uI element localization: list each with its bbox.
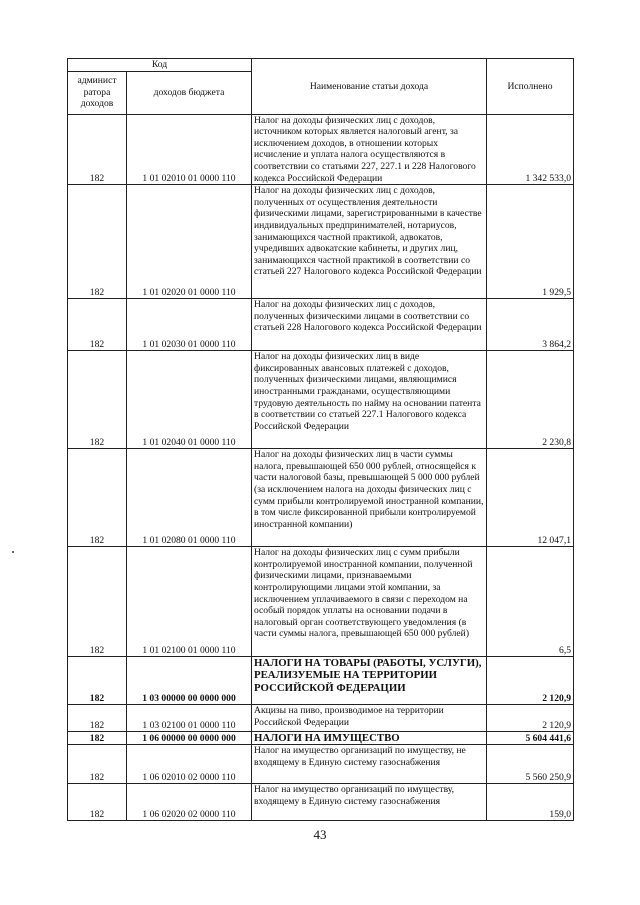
table-row bbox=[68, 547, 574, 657]
income-name-cell: Налог на имущество организаций по имуществу, не входящему в Единую систему газоснабжения bbox=[252, 745, 487, 784]
admin-code-cell: 182 bbox=[68, 745, 127, 784]
executed-amount-cell: 2 120,9 bbox=[487, 705, 574, 732]
income-code-cell: 1 06 00000 00 0000 000 bbox=[127, 732, 252, 745]
executed-amount-cell: 2 230,8 bbox=[487, 351, 574, 449]
executed-amount-cell: 1 342 533,0 bbox=[487, 114, 574, 185]
admin-code-cell: 182 bbox=[68, 351, 127, 449]
admin-code-cell: 182 bbox=[68, 547, 127, 657]
executed-amount-cell: 3 864,2 bbox=[487, 299, 574, 351]
income-code-cell: 1 01 02040 01 0000 110 bbox=[127, 351, 252, 449]
income-name-cell: Налог на доходы физических лиц с доходов, полученных от осуществления деятельности физическими лицами, зарегистрированными в качестве индивидуальных предпринимателей, нотариусов, занимающихся частной практикой, адвокатов, учредивших адвокатские кабинеты, и других лиц, занимающихся частной практикой в соответствии со статьей 227 Налогового кодекса Российской Федерации bbox=[252, 185, 487, 299]
income-name-cell: Налог на доходы физических лиц в виде фиксированных авансовых платежей с доходов, полученных физическими лицами, являющимися иностранными гражданами, осуществляющими трудовую деятельность по найму на основании патента в соответствии со статьей 227.1 Налогового кодекса Российской Федерации bbox=[252, 351, 487, 449]
scan-dot bbox=[12, 551, 14, 553]
income-code-cell: 1 01 02020 01 0000 110 bbox=[127, 185, 252, 299]
table-row bbox=[68, 745, 574, 784]
income-name-cell: Налог на доходы физических лиц в части суммы налога, превышающей 650 000 рублей, относящейся к части налоговой базы, превышающей 5 000 000 рублей (за исключением налога на доходы физических лиц с сумм прибыли контролируемой иностранной компании, в том числе фиксированной прибыли контролируемой иностранной компании) bbox=[252, 449, 487, 547]
table-row bbox=[68, 351, 574, 449]
income-name-cell: НАЛОГИ НА ТОВАРЫ (РАБОТЫ, УСЛУГИ), РЕАЛИЗУЕМЫЕ НА ТЕРРИТОРИИ РОССИЙСКОЙ ФЕДЕРАЦИИ bbox=[252, 657, 487, 705]
executed-amount-cell: 12 047,1 bbox=[487, 449, 574, 547]
table-row bbox=[68, 705, 574, 732]
executed-amount-cell: 5 560 250,9 bbox=[487, 745, 574, 784]
admin-code-cell: 182 bbox=[68, 114, 127, 185]
admin-code-cell: 182 bbox=[68, 299, 127, 351]
income-code-cell: 1 06 02010 02 0000 110 bbox=[127, 745, 252, 784]
income-name-cell: НАЛОГИ НА ИМУЩЕСТВО bbox=[252, 732, 487, 745]
income-code-cell: 1 01 02100 01 0000 110 bbox=[127, 547, 252, 657]
income-code-cell: 1 01 02030 01 0000 110 bbox=[127, 299, 252, 351]
header-administrator: админист ратора доходов bbox=[68, 71, 127, 114]
income-code-cell: 1 03 02100 01 0000 110 bbox=[127, 705, 252, 732]
executed-amount-cell: 6,5 bbox=[487, 547, 574, 657]
table-row bbox=[68, 657, 574, 705]
executed-amount-cell: 1 929,5 bbox=[487, 185, 574, 299]
admin-code-cell: 182 bbox=[68, 784, 127, 821]
table-row bbox=[68, 185, 574, 299]
income-code-cell: 1 01 02010 01 0000 110 bbox=[127, 114, 252, 185]
executed-amount-cell: 2 120,9 bbox=[487, 657, 574, 705]
income-code-cell: 1 03 00000 00 0000 000 bbox=[127, 657, 252, 705]
header-executed: Исполнено bbox=[487, 59, 574, 115]
header-name: Наименование статьи дохода bbox=[252, 59, 487, 115]
executed-amount-cell: 5 604 441,6 bbox=[487, 732, 574, 745]
table-body bbox=[68, 114, 574, 821]
table-row bbox=[68, 114, 574, 185]
page-number: 43 bbox=[313, 827, 327, 842]
income-name-cell: Налог на имущество организаций по имуществу, входящему в Единую систему газоснабжения bbox=[252, 784, 487, 821]
table-row bbox=[68, 732, 574, 745]
admin-code-cell: 182 bbox=[68, 185, 127, 299]
table-row bbox=[68, 784, 574, 821]
income-code-cell: 1 06 02020 02 0000 110 bbox=[127, 784, 252, 821]
admin-code-cell: 182 bbox=[68, 657, 127, 705]
header-kod: Код bbox=[68, 59, 252, 72]
executed-amount-cell: 159,0 bbox=[487, 784, 574, 821]
header-income-code: доходов бюджета bbox=[127, 71, 252, 114]
table-row bbox=[68, 299, 574, 351]
income-code-cell: 1 01 02080 01 0000 110 bbox=[127, 449, 252, 547]
income-name-cell: Акцизы на пиво, производимое на территории Российской Федерации bbox=[252, 705, 487, 732]
admin-code-cell: 182 bbox=[68, 705, 127, 732]
income-name-cell: Налог на доходы физических лиц с доходов, источником которых является налоговый агент, за исключением доходов, в отношении которых исчисление и уплата налога осуществляются в соответствии со статьями 227, 227.1 и 228 Налогового кодекса Российской Федерации bbox=[252, 114, 487, 185]
budget-income-table bbox=[67, 58, 574, 821]
income-name-cell: Налог на доходы физических лиц с доходов, полученных физическими лицами в соответствии со статьей 228 Налогового кодекса Российской Федерации bbox=[252, 299, 487, 351]
table-row bbox=[68, 449, 574, 547]
admin-code-cell: 182 bbox=[68, 732, 127, 745]
table-header bbox=[68, 59, 574, 115]
admin-code-cell: 182 bbox=[68, 449, 127, 547]
income-name-cell: Налог на доходы физических лиц с сумм прибыли контролируемой иностранной компании, полученной физическими лицами, признаваемыми контролирующими лицами этой компании, за исключением уплачиваемого в связи с переходом на особый порядок уплаты на основании подачи в налоговый орган соответствующего уведомления (в части суммы налога, превышающей 650 000 рублей) bbox=[252, 547, 487, 657]
